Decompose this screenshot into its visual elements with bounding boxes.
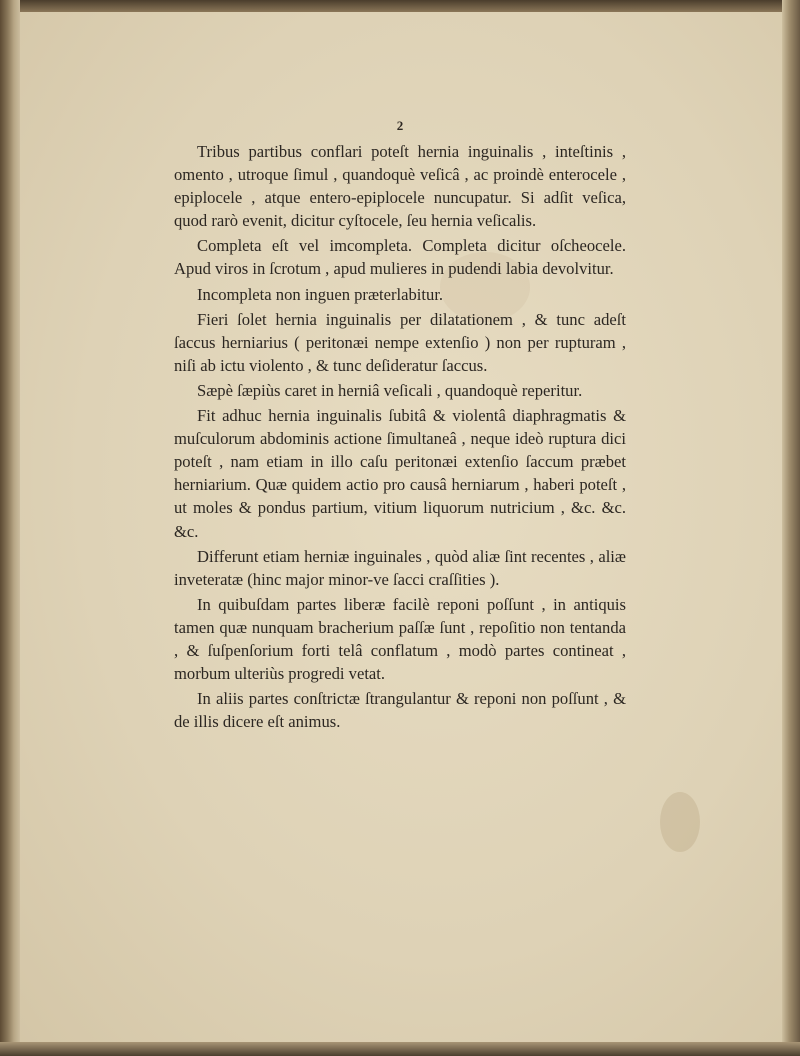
paragraph: Sæpè ſæpiùs caret in herniâ veſicali , quandoquè reperitur. xyxy=(197,380,583,400)
paragraph: Incompleta non inguen præterlabitur. xyxy=(197,284,444,304)
paper-stain xyxy=(660,792,700,852)
page-text xyxy=(174,118,626,733)
page-bottom-edge xyxy=(0,1042,800,1056)
page-right-edge xyxy=(782,0,800,1056)
book-binding xyxy=(0,0,20,1056)
paragraph: Fieri ſolet hernia inguinalis per dilatationem , & tunc adeſt ſaccus herniarius ( peritonæi nempe extenſio ) non per rupturam , niſi ab ictu violento , & tunc deſideratur ſaccus. xyxy=(174,309,626,375)
page-number: 2 xyxy=(396,118,404,133)
paragraph: In aliis partes conſtrictæ ſtrangulantur & reponi non poſſunt , & de illis dicere eſt animus. xyxy=(174,689,626,732)
paragraph: In quibuſdam partes liberæ facilè reponi poſſunt , in antiquis tamen quæ nunquam bracherium paſſæ ſunt , repoſitio non tentanda , & ſuſpenſorium forti telâ conflatum , modò partes contineat , morbum ulteriùs progredi vetat. xyxy=(174,594,626,684)
paragraph: Fit adhuc hernia inguinalis ſubitâ & violentâ diaphragmatis & muſculorum abdominis actione ſimultaneâ , neque ideò ruptura dici poteſt , nam etiam in illo caſu peritonæi extenſio ſaccum præbet herniarium. Quæ quidem actio pro causâ herniarum , haberi poteſt , ut moles & pondus partium, vitium liquorum nutricium , &c. &c. &c. xyxy=(174,406,626,541)
paragraph: Completa eſt vel imcompleta. Completa dicitur oſcheocele. Apud viros in ſcrotum , apud mulieres in pudendi labia devolvitur. xyxy=(174,236,626,279)
paragraph: Differunt etiam herniæ inguinales , quòd aliæ ſint recentes , aliæ inveteratæ (hinc major minor-ve ſacci craſſities ). xyxy=(174,546,626,589)
paragraph: Tribus partibus conflari poteſt hernia inguinalis , inteſtinis , omento , utroque ſimul , quandoquè veſicâ , ac proindè enterocele , epiplocele , atque entero-epiplocele nuncupatur. Si adſit veſica, quod rarò evenit, dicitur cyſtocele, ſeu hernia veſicalis. xyxy=(174,142,626,231)
page-top-edge xyxy=(0,0,800,12)
